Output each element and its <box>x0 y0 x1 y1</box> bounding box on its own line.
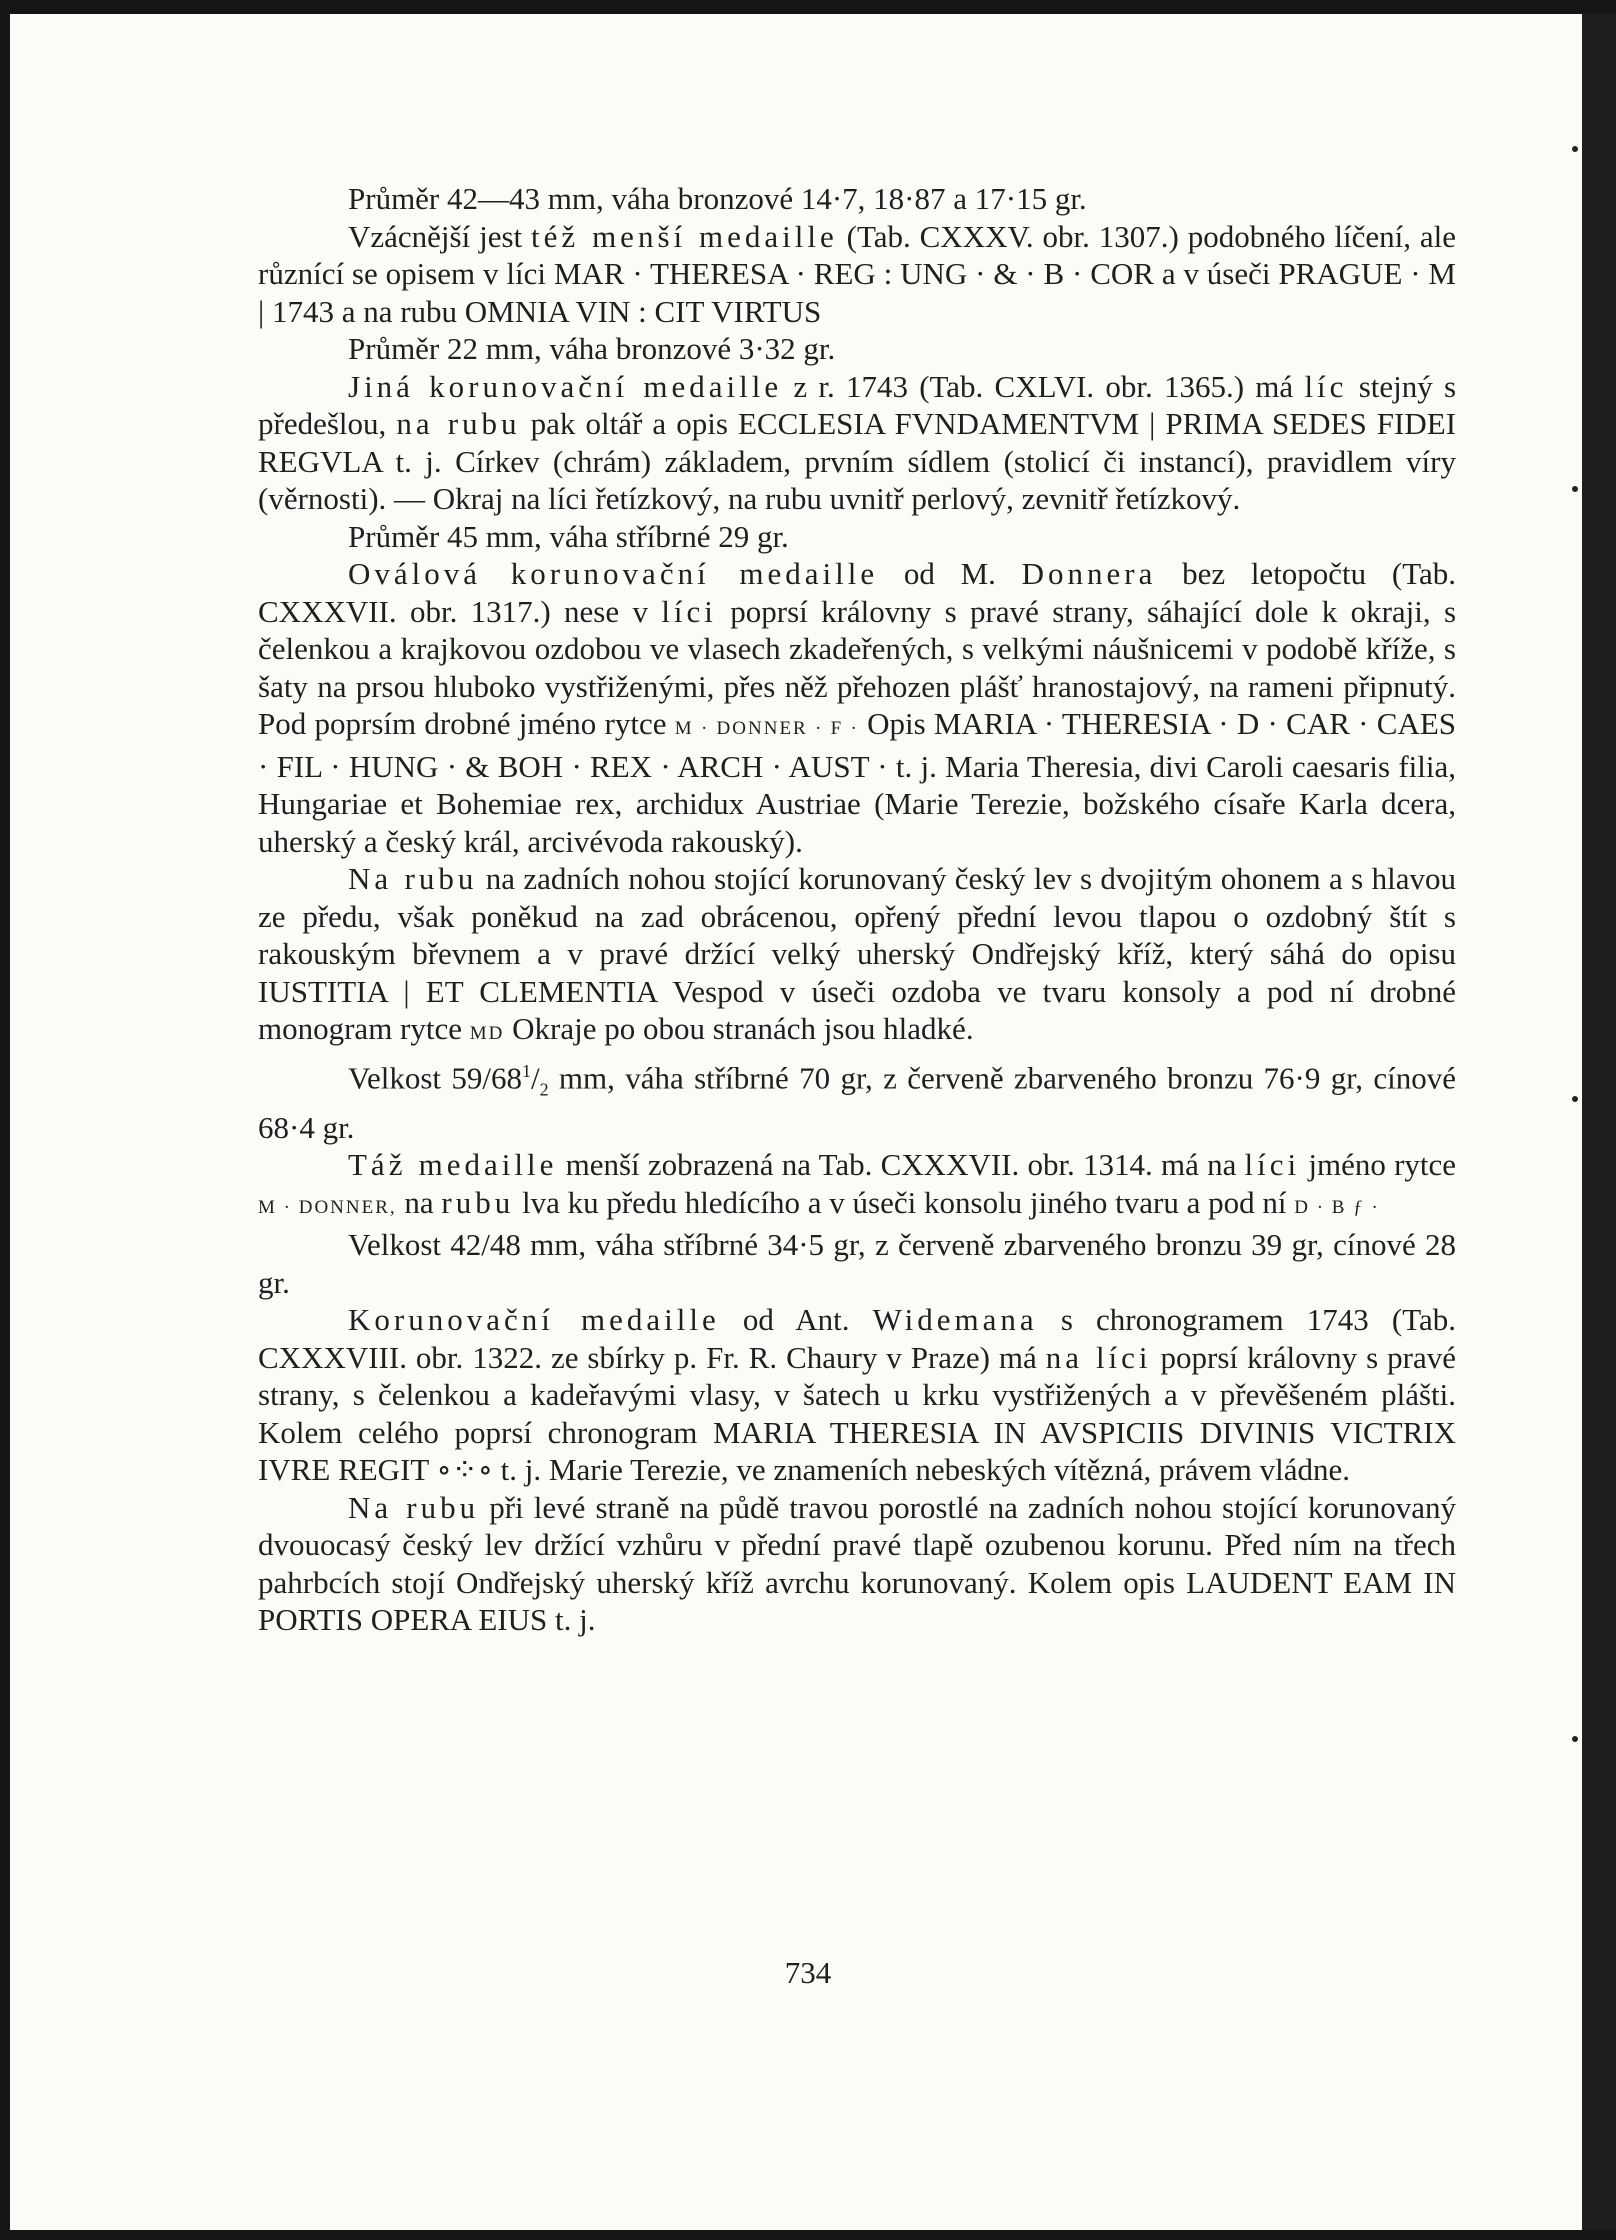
spaced-term: líc <box>1304 368 1348 404</box>
paragraph-text: od M. <box>903 556 996 591</box>
paragraph-text: Okraje po obou stranách jsou hladké. <box>512 1011 974 1046</box>
spaced-term: Widemana <box>872 1302 1038 1338</box>
paragraph <box>258 518 1456 556</box>
spaced-term: líci <box>1244 1147 1301 1183</box>
paragraph-text: na <box>404 1184 434 1220</box>
paragraph-text: bez letopočtu (Tab. CXXXVII. obr. 1317.) nese v <box>258 556 1456 629</box>
paragraph-text: (Tab. CXXXV. obr. 1307.) podobného líčení, ale různící se opisem v líci MAR · THERESA · REG : UNG · & · B · COR a v úseči PRAGUE · M | 1743 a na rubu OMNIA VIN : CIT VIRTUS <box>258 218 1456 329</box>
engraver-signature: M · DONNER · F · <box>674 718 859 739</box>
paragraph <box>258 218 1456 331</box>
paragraph-text: mm, váha stříbrné 70 gr, z červeně zbarveného bronzu 76·9 gr, cínové 68·4 gr. <box>258 1059 1456 1145</box>
paragraph <box>258 1301 1456 1489</box>
paragraph-text: Opis MARIA · THERESIA · D · CAR · CAES · FIL · HUNG · & BOH · REX · ARCH · AUST · t. j. Maria Theresia, divi Caroli caesaris filia, Hungariae et Bohemiae rex, archidux Austriae (Marie Terezie, božského císaře Karla dcera, uherský a český král, arcivévoda rakouský). <box>258 706 1457 859</box>
scan-speck <box>1572 1736 1578 1742</box>
paragraph-text: Vzácnější jest <box>348 218 523 254</box>
fraction-slash: / <box>530 1059 540 1095</box>
paragraph-text: t. j. Marie Terezie, ve znameních nebeských vítězná, právem vládne. <box>500 1452 1351 1488</box>
paragraph-text: poprsí královny s pravé strany, sáhající dole k okraji, s čelenkou a krajkovou ozdobou ve vlasech zkadeřených, s velkými náušnicemi v podobě kříže, s šaty na prsou hluboko vystřiženými, přes něž přehozen plášť hranostajový, na rameni připnutý. Pod poprsím drobné jméno rytce <box>258 593 1457 741</box>
page-body <box>258 180 1456 1639</box>
paragraph-text: poprsí královny s pravé strany, s čelenkou a kadeřavými vlasy, v šatech u krku vystřižených a v převěšeném plášti. Kolem celého poprsí chronogram <box>258 1339 1457 1450</box>
paragraph <box>258 180 1456 218</box>
fraction-numerator: 1 <box>521 1060 531 1081</box>
scan-right-edge <box>1582 14 1616 2230</box>
paragraph-text: při levé straně na půdě travou porostlé na zadních nohou stojící korunovaný dvouocasý český lev držící vzhůru v přední pravé tlapě ozubenou korunu. Před ním na třech pahrbcích stojí Ondřejský uherský kříž avrchu korunovaný. Kolem opis LAUDENT EAM IN PORTIS OPERA EIUS t. j. <box>258 1489 1456 1638</box>
fraction-denominator: 2 <box>539 1079 549 1100</box>
paragraph <box>258 1226 1456 1301</box>
spaced-term: na rubu <box>396 406 521 441</box>
paragraph-text: menší zobrazená na Tab. CXXXVII. obr. 1314. má na <box>565 1147 1237 1183</box>
paragraph <box>258 1053 1456 1147</box>
scan-speck <box>1572 486 1578 492</box>
spaced-term: Donnera <box>1021 556 1157 591</box>
engraver-monogram: MD <box>469 1023 505 1044</box>
paragraph <box>258 330 1456 368</box>
paragraph-text: lva ku předu hledícího a v úseči konsolu jiného tvaru a pod ní <box>521 1184 1287 1220</box>
ornament-glyph: ∘⁘∘ <box>436 1452 493 1488</box>
paragraph-text: stejný s předešlou, <box>258 368 1457 441</box>
spaced-term: Táž medaille <box>348 1147 558 1183</box>
paragraph-text: Velkost 42/48 mm, váha stříbrné 34·5 gr, z červeně zbarveného bronzu 39 gr, cínové 28 gr. <box>258 1227 1456 1300</box>
paragraph-text: Průměr 42—43 mm, váha bronzové 14·7, 18·87 a 17·15 gr. <box>348 181 1087 216</box>
paragraph <box>258 860 1456 1053</box>
spaced-term: Jiná korunovační medaille <box>348 368 783 404</box>
paragraph <box>258 1146 1456 1226</box>
page-number: 734 <box>784 1955 832 1990</box>
chronogram: MARIA THERESIA IN AVSPICIIS DIVINIS VICTRIX IVRE REGIT <box>258 1414 1456 1488</box>
spaced-term: rubu <box>441 1184 515 1220</box>
paragraph-text: z r. 1743 (Tab. CXLVI. obr. 1365.) má <box>793 368 1294 404</box>
spaced-term: Na rubu <box>348 861 478 896</box>
spaced-term: Korunovační medaille <box>348 1302 720 1338</box>
spaced-term: Oválová korunovační medaille <box>348 556 879 591</box>
engraver-signature: M · DONNER, <box>258 1196 397 1218</box>
spaced-term: líci <box>661 593 717 629</box>
scan-speck <box>1572 1096 1578 1102</box>
spaced-term: též menší medaille <box>531 218 838 254</box>
paragraph-text: Průměr 45 mm, váha stříbrné 29 gr. <box>348 518 789 554</box>
paragraph <box>258 368 1456 518</box>
paragraph-text: s chronogramem 1743 (Tab. CXXXVIII. obr. 1322. ze sbírky p. Fr. R. Chaury v Praze) má <box>258 1302 1457 1375</box>
paragraph <box>258 1489 1456 1639</box>
paragraph <box>258 555 1456 860</box>
paragraph-text: jméno rytce <box>1308 1147 1457 1183</box>
paragraph-text: na zadních nohou stojící korunovaný český lev s dvojitým ohonem a s hlavou ze předu, však poněkud na zad obrácenou, opřený přední levou tlapou o ozdobný štít s rakouským břevnem a v pravé držící velký uherský Ondřejský kříž, který sáhá do opisu IUSTITIA | ET CLEMENTIA Vespod v úseči ozdoba ve tvaru konsoly a pod ní drobné monogram rytce <box>258 861 1456 1046</box>
paragraph-text: Průměr 22 mm, váha bronzové 3·32 gr. <box>348 331 836 366</box>
scan-speck <box>1572 146 1578 152</box>
paragraph-text: od Ant. <box>742 1302 850 1338</box>
spaced-term: Na rubu <box>348 1489 480 1525</box>
paragraph-text: Velkost 59/68 <box>348 1059 522 1095</box>
engraver-monogram: D · B ƒ · <box>1294 1196 1380 1218</box>
paragraph-text: pak oltář a opis ECCLESIA FVNDAMENTVM | PRIMA SEDES FIDEI REGVLA t. j. Církev (chrám) základem, prvním sídlem (stolicí či instancí), pravidlem víry (věrnosti). — Okraj na líci řetízkový, na rubu uvnitř perlový, zevnitř řetízkový. <box>258 406 1457 516</box>
spaced-term: na líci <box>1045 1339 1152 1375</box>
